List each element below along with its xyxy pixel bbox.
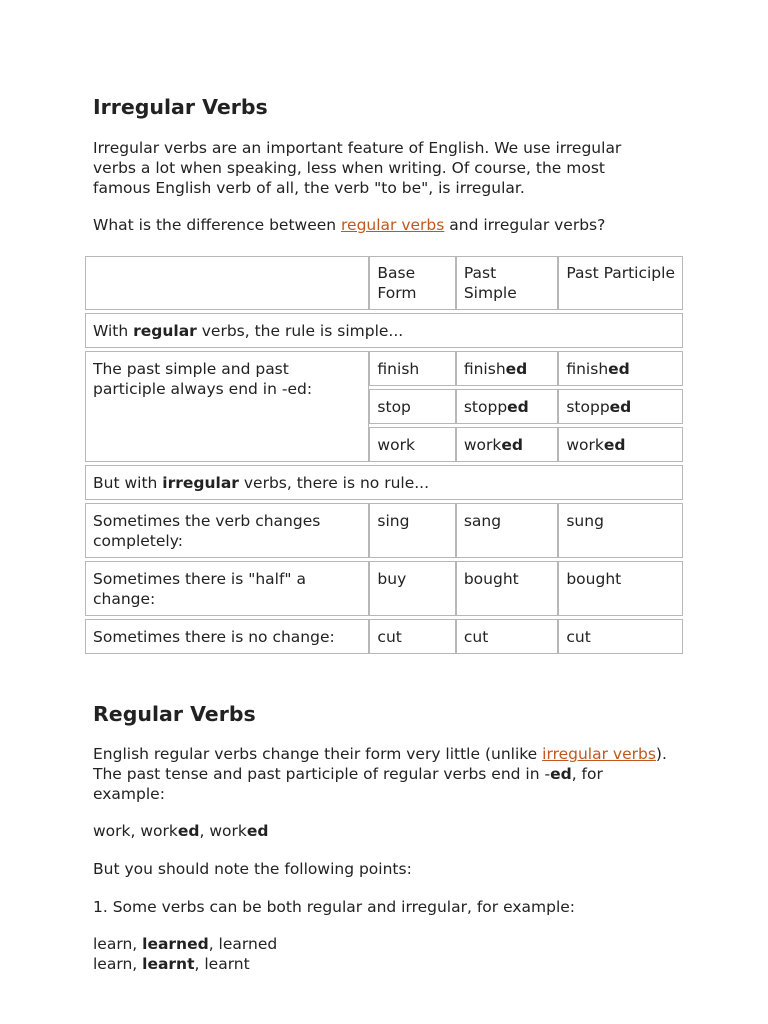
irregular-intro-cell: But with irregular verbs, there is no rule... [85, 465, 683, 500]
regular-rule-cell: The past simple and past participle always end in -ed: [85, 351, 369, 462]
point-one: 1. Some verbs can be both regular and irregular, for example: [93, 898, 576, 916]
learn-examples: learn, learned, learned learn, learnt, learnt [93, 935, 278, 973]
header-past-simple: Past Simple [456, 256, 559, 310]
irregular-verbs-link[interactable]: irregular verbs [542, 745, 656, 763]
work-example: work, worked, worked [93, 822, 269, 840]
irregular-rule-cell: Sometimes there is "half" a change: [85, 561, 369, 616]
difference-question [93, 215, 693, 235]
question-text-post: and irregular verbs? [444, 216, 606, 234]
past-participle-cell: worked [558, 427, 683, 462]
past-simple-cell: bought [456, 561, 559, 616]
past-simple-cell: finished [456, 351, 559, 386]
table-row [85, 351, 683, 386]
regular-intro-cell: With regular verbs, the rule is simple... [85, 313, 683, 348]
base-form-cell: work [369, 427, 455, 462]
table-row [85, 619, 683, 654]
question-text-pre: What is the difference between [93, 216, 342, 234]
regular-intro-row [85, 313, 683, 348]
base-form-cell: stop [369, 389, 455, 424]
regular-intro-paragraph: English regular verbs change their form very little (unlike irregular verbs). The past tense and past participle of regular verbs end in -ed, for example: [93, 745, 667, 803]
regular-verbs-link[interactable]: regular verbs [341, 216, 445, 234]
base-form-cell: sing [369, 503, 455, 558]
base-form-cell: finish [369, 351, 455, 386]
irregular-intro-row [85, 465, 683, 500]
base-form-cell: cut [369, 619, 455, 654]
past-participle-cell: cut [558, 619, 683, 654]
past-participle-cell: bought [558, 561, 683, 616]
table-row [85, 503, 683, 558]
past-participle-cell: sung [558, 503, 683, 558]
irregular-intro-paragraph: Irregular verbs are an important feature of English. We use irregular verbs a lot when speaking, less when writing. Of course, the most famous English verb of all, the verb "to be", is irregular. [93, 139, 622, 197]
past-simple-cell: worked [456, 427, 559, 462]
table-header-row [85, 256, 683, 310]
irregular-verbs-heading: Irregular Verbs [93, 95, 268, 119]
past-participle-cell: stopped [558, 389, 683, 424]
past-participle-cell: finished [558, 351, 683, 386]
irregular-rule-cell: Sometimes the verb changes completely: [85, 503, 369, 558]
header-base-form: Base Form [369, 256, 455, 310]
header-empty-cell [85, 256, 369, 310]
note-paragraph: But you should note the following points: [93, 860, 412, 878]
past-simple-cell: stopped [456, 389, 559, 424]
past-simple-cell: cut [456, 619, 559, 654]
regular-verbs-heading: Regular Verbs [93, 702, 256, 726]
past-simple-cell: sang [456, 503, 559, 558]
base-form-cell: buy [369, 561, 455, 616]
verbs-table [85, 253, 683, 657]
header-past-participle: Past Participle [558, 256, 683, 310]
irregular-rule-cell: Sometimes there is no change: [85, 619, 369, 654]
table-row [85, 561, 683, 616]
